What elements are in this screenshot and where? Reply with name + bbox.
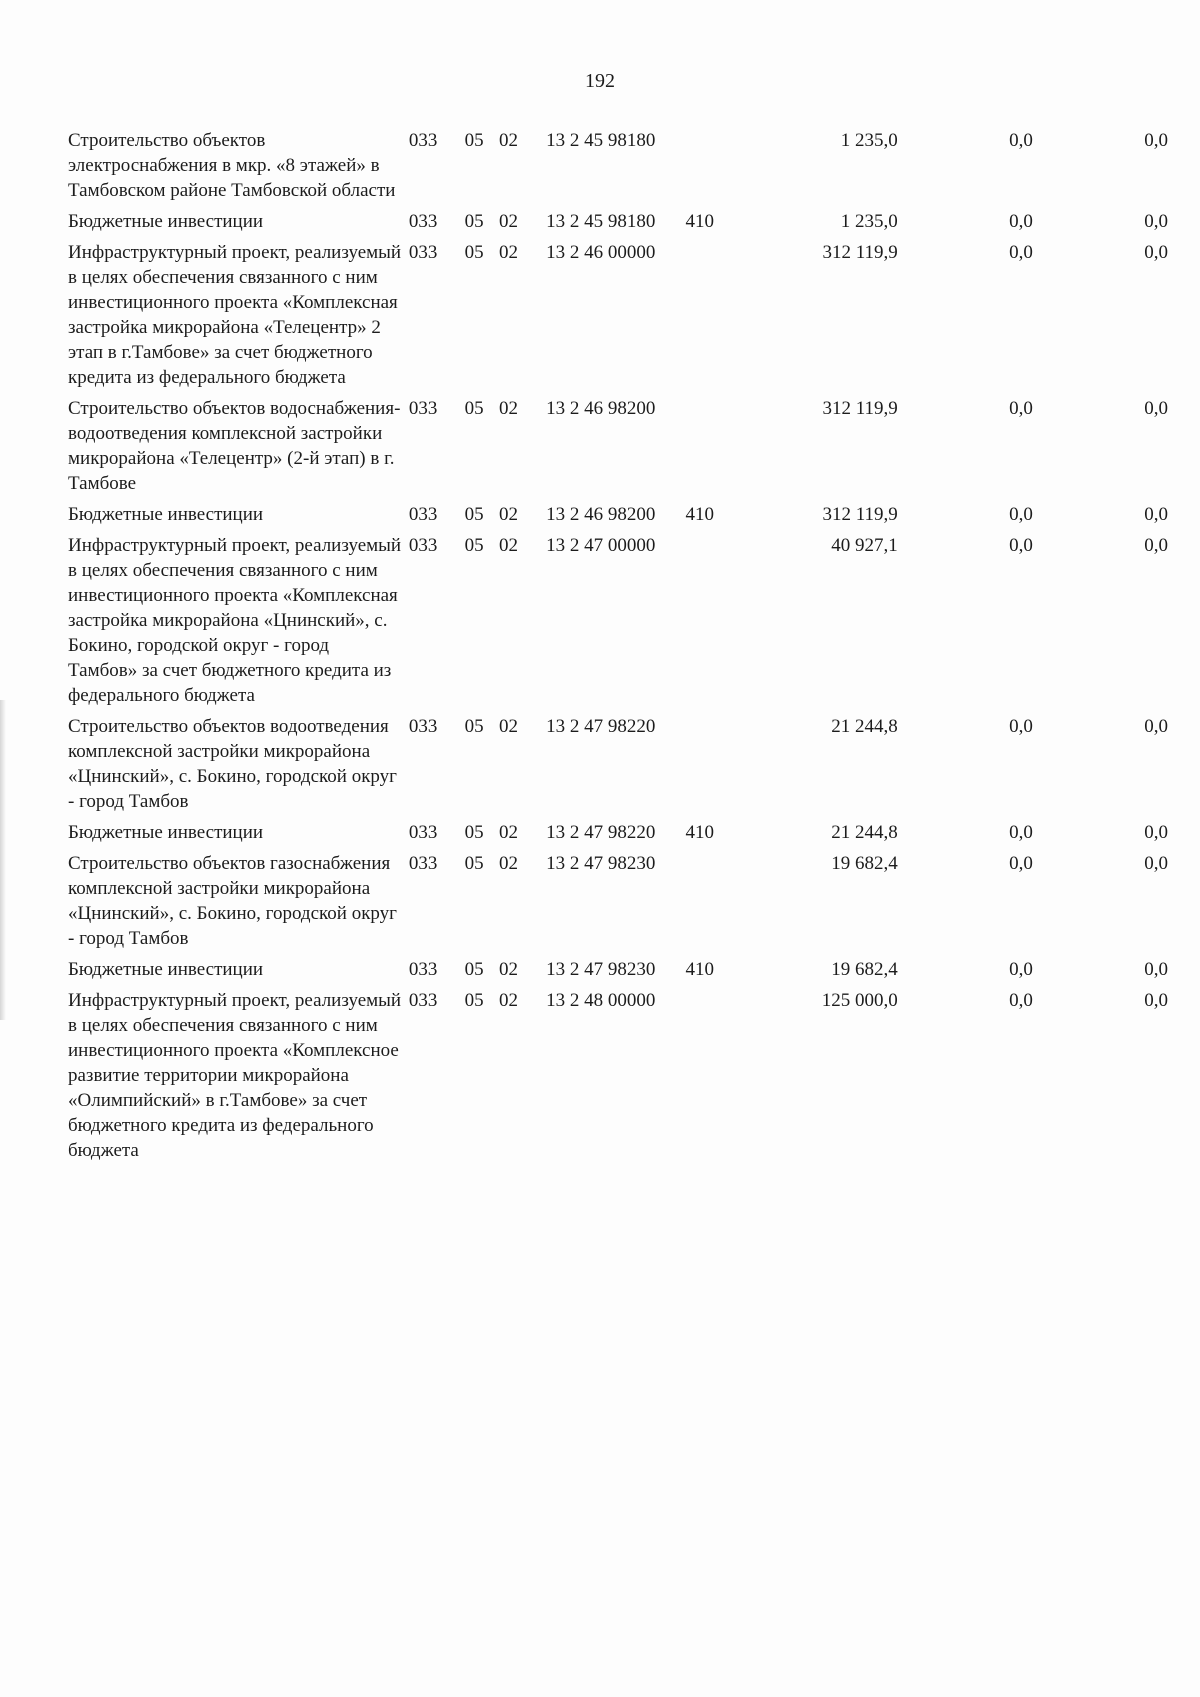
grbs-code: 033 xyxy=(408,242,438,263)
amount-year-3: 0,0 xyxy=(1144,130,1168,151)
expense-type-code xyxy=(686,714,757,820)
amount-year-1: 19 682,4 xyxy=(831,853,898,874)
amount-year-2: 0,0 xyxy=(1009,822,1033,843)
expense-name: Бюджетные инвестиции xyxy=(68,822,264,843)
section-code: 05 xyxy=(464,822,484,843)
section-code: 05 xyxy=(464,398,484,419)
budget-table xyxy=(68,128,1168,1169)
subsection-code: 02 xyxy=(498,716,518,737)
table-row xyxy=(68,820,1168,851)
section-code: 05 xyxy=(464,959,484,980)
amount-year-1: 312 119,9 xyxy=(822,398,898,419)
target-article-code: 13 2 46 98200 xyxy=(546,398,656,419)
expense-name: Инфраструктурный проект, реализуемый в целях обеспечения связанного с ним инвестиционного проекта «Комплексная застройка микрорайона «Телецентр» 2 этап в г.Тамбове» за счет бюджетного кредита из федерального бюджета xyxy=(68,242,402,388)
grbs-code: 033 xyxy=(408,959,438,980)
amount-year-2: 0,0 xyxy=(1009,130,1033,151)
table-row xyxy=(68,396,1168,502)
target-article-code: 13 2 47 98230 xyxy=(546,959,656,980)
target-article-code: 13 2 47 98220 xyxy=(546,716,656,737)
expense-name: Строительство объектов водоотведения комплексной застройки микрорайона «Цнинский», с. Бокино, городской округ - город Тамбов xyxy=(68,716,397,812)
section-code: 05 xyxy=(464,990,484,1011)
expense-name: Бюджетные инвестиции xyxy=(68,959,264,980)
expense-type-code: 410 xyxy=(685,822,715,843)
target-article-code: 13 2 47 98230 xyxy=(546,853,656,874)
amount-year-3: 0,0 xyxy=(1144,853,1168,874)
subsection-code: 02 xyxy=(498,211,518,232)
section-code: 05 xyxy=(464,211,484,232)
expense-type-code xyxy=(686,396,757,502)
amount-year-2: 0,0 xyxy=(1009,853,1033,874)
amount-year-1: 21 244,8 xyxy=(831,822,898,843)
amount-year-1: 1 235,0 xyxy=(840,211,898,232)
amount-year-1: 21 244,8 xyxy=(831,716,898,737)
amount-year-1: 19 682,4 xyxy=(831,959,898,980)
grbs-code: 033 xyxy=(408,130,438,151)
table-row xyxy=(68,240,1168,396)
expense-name: Бюджетные инвестиции xyxy=(68,504,264,525)
subsection-code: 02 xyxy=(498,853,518,874)
section-code: 05 xyxy=(464,535,484,556)
amount-year-2: 0,0 xyxy=(1009,959,1033,980)
amount-year-1: 40 927,1 xyxy=(831,535,898,556)
expense-type-code xyxy=(686,851,757,957)
expense-type-code xyxy=(686,128,757,209)
amount-year-3: 0,0 xyxy=(1144,959,1168,980)
target-article-code: 13 2 46 98200 xyxy=(546,504,656,525)
amount-year-3: 0,0 xyxy=(1144,242,1168,263)
amount-year-3: 0,0 xyxy=(1144,535,1168,556)
grbs-code: 033 xyxy=(408,990,438,1011)
amount-year-2: 0,0 xyxy=(1009,990,1033,1011)
grbs-code: 033 xyxy=(408,822,438,843)
table-body xyxy=(68,128,1168,1169)
table-row xyxy=(68,209,1168,240)
amount-year-2: 0,0 xyxy=(1009,535,1033,556)
subsection-code: 02 xyxy=(498,535,518,556)
expense-type-code xyxy=(686,988,757,1169)
subsection-code: 02 xyxy=(498,398,518,419)
subsection-code: 02 xyxy=(498,130,518,151)
expense-type-code xyxy=(686,240,757,396)
expense-name: Бюджетные инвестиции xyxy=(68,211,264,232)
expense-name: Инфраструктурный проект, реализуемый в целях обеспечения связанного с ним инвестиционного проекта «Комплексная застройка микрорайона «Цнинский», с. Бокино, городской округ - город Тамбов» за счет бюджетного кредита из федерального бюджета xyxy=(68,535,402,706)
amount-year-3: 0,0 xyxy=(1144,716,1168,737)
expense-name: Строительство объектов газоснабжения комплексной застройки микрорайона «Цнинский», с. Бокино, городской округ - город Тамбов xyxy=(68,853,397,949)
expense-type-code: 410 xyxy=(685,211,715,232)
amount-year-3: 0,0 xyxy=(1144,822,1168,843)
table-row xyxy=(68,851,1168,957)
grbs-code: 033 xyxy=(408,211,438,232)
amount-year-1: 312 119,9 xyxy=(822,242,898,263)
table-row xyxy=(68,533,1168,714)
amount-year-3: 0,0 xyxy=(1144,398,1168,419)
section-code: 05 xyxy=(464,130,484,151)
subsection-code: 02 xyxy=(498,242,518,263)
expense-type-code: 410 xyxy=(685,959,715,980)
amount-year-1: 125 000,0 xyxy=(821,990,898,1011)
grbs-code: 033 xyxy=(408,853,438,874)
amount-year-2: 0,0 xyxy=(1009,242,1033,263)
subsection-code: 02 xyxy=(498,504,518,525)
amount-year-2: 0,0 xyxy=(1009,716,1033,737)
amount-year-1: 312 119,9 xyxy=(822,504,898,525)
scan-edge-shadow xyxy=(0,700,6,1020)
table-row xyxy=(68,502,1168,533)
subsection-code: 02 xyxy=(498,822,518,843)
target-article-code: 13 2 48 00000 xyxy=(546,990,656,1011)
grbs-code: 033 xyxy=(408,716,438,737)
table-row xyxy=(68,957,1168,988)
table-row xyxy=(68,988,1168,1169)
target-article-code: 13 2 45 98180 xyxy=(546,211,656,232)
table-row xyxy=(68,714,1168,820)
table-row xyxy=(68,128,1168,209)
amount-year-3: 0,0 xyxy=(1144,990,1168,1011)
subsection-code: 02 xyxy=(498,990,518,1011)
expense-type-code xyxy=(686,533,757,714)
expense-name: Строительство объектов водоснабжения-водоотведения комплексной застройки микрорайона «Телецентр» (2-й этап) в г. Тамбове xyxy=(68,398,401,494)
amount-year-2: 0,0 xyxy=(1009,504,1033,525)
target-article-code: 13 2 47 98220 xyxy=(546,822,656,843)
page-number: 192 xyxy=(585,70,615,92)
subsection-code: 02 xyxy=(498,959,518,980)
section-code: 05 xyxy=(464,716,484,737)
grbs-code: 033 xyxy=(408,504,438,525)
target-article-code: 13 2 47 00000 xyxy=(546,535,656,556)
grbs-code: 033 xyxy=(408,398,438,419)
expense-name: Инфраструктурный проект, реализуемый в целях обеспечения связанного с ним инвестиционного проекта «Комплексное развитие территории микрорайона «Олимпийский» в г.Тамбове» за счет бюджетного кредита из федерального бюджета xyxy=(68,990,402,1161)
section-code: 05 xyxy=(464,242,484,263)
amount-year-3: 0,0 xyxy=(1144,211,1168,232)
amount-year-1: 1 235,0 xyxy=(840,130,898,151)
target-article-code: 13 2 45 98180 xyxy=(546,130,656,151)
amount-year-2: 0,0 xyxy=(1009,211,1033,232)
target-article-code: 13 2 46 00000 xyxy=(546,242,656,263)
amount-year-2: 0,0 xyxy=(1009,398,1033,419)
section-code: 05 xyxy=(464,504,484,525)
section-code: 05 xyxy=(464,853,484,874)
grbs-code: 033 xyxy=(408,535,438,556)
amount-year-3: 0,0 xyxy=(1144,504,1168,525)
expense-type-code: 410 xyxy=(685,504,715,525)
expense-name: Строительство объектов электроснабжения в мкр. «8 этажей» в Тамбовском районе Тамбовской области xyxy=(68,130,396,201)
